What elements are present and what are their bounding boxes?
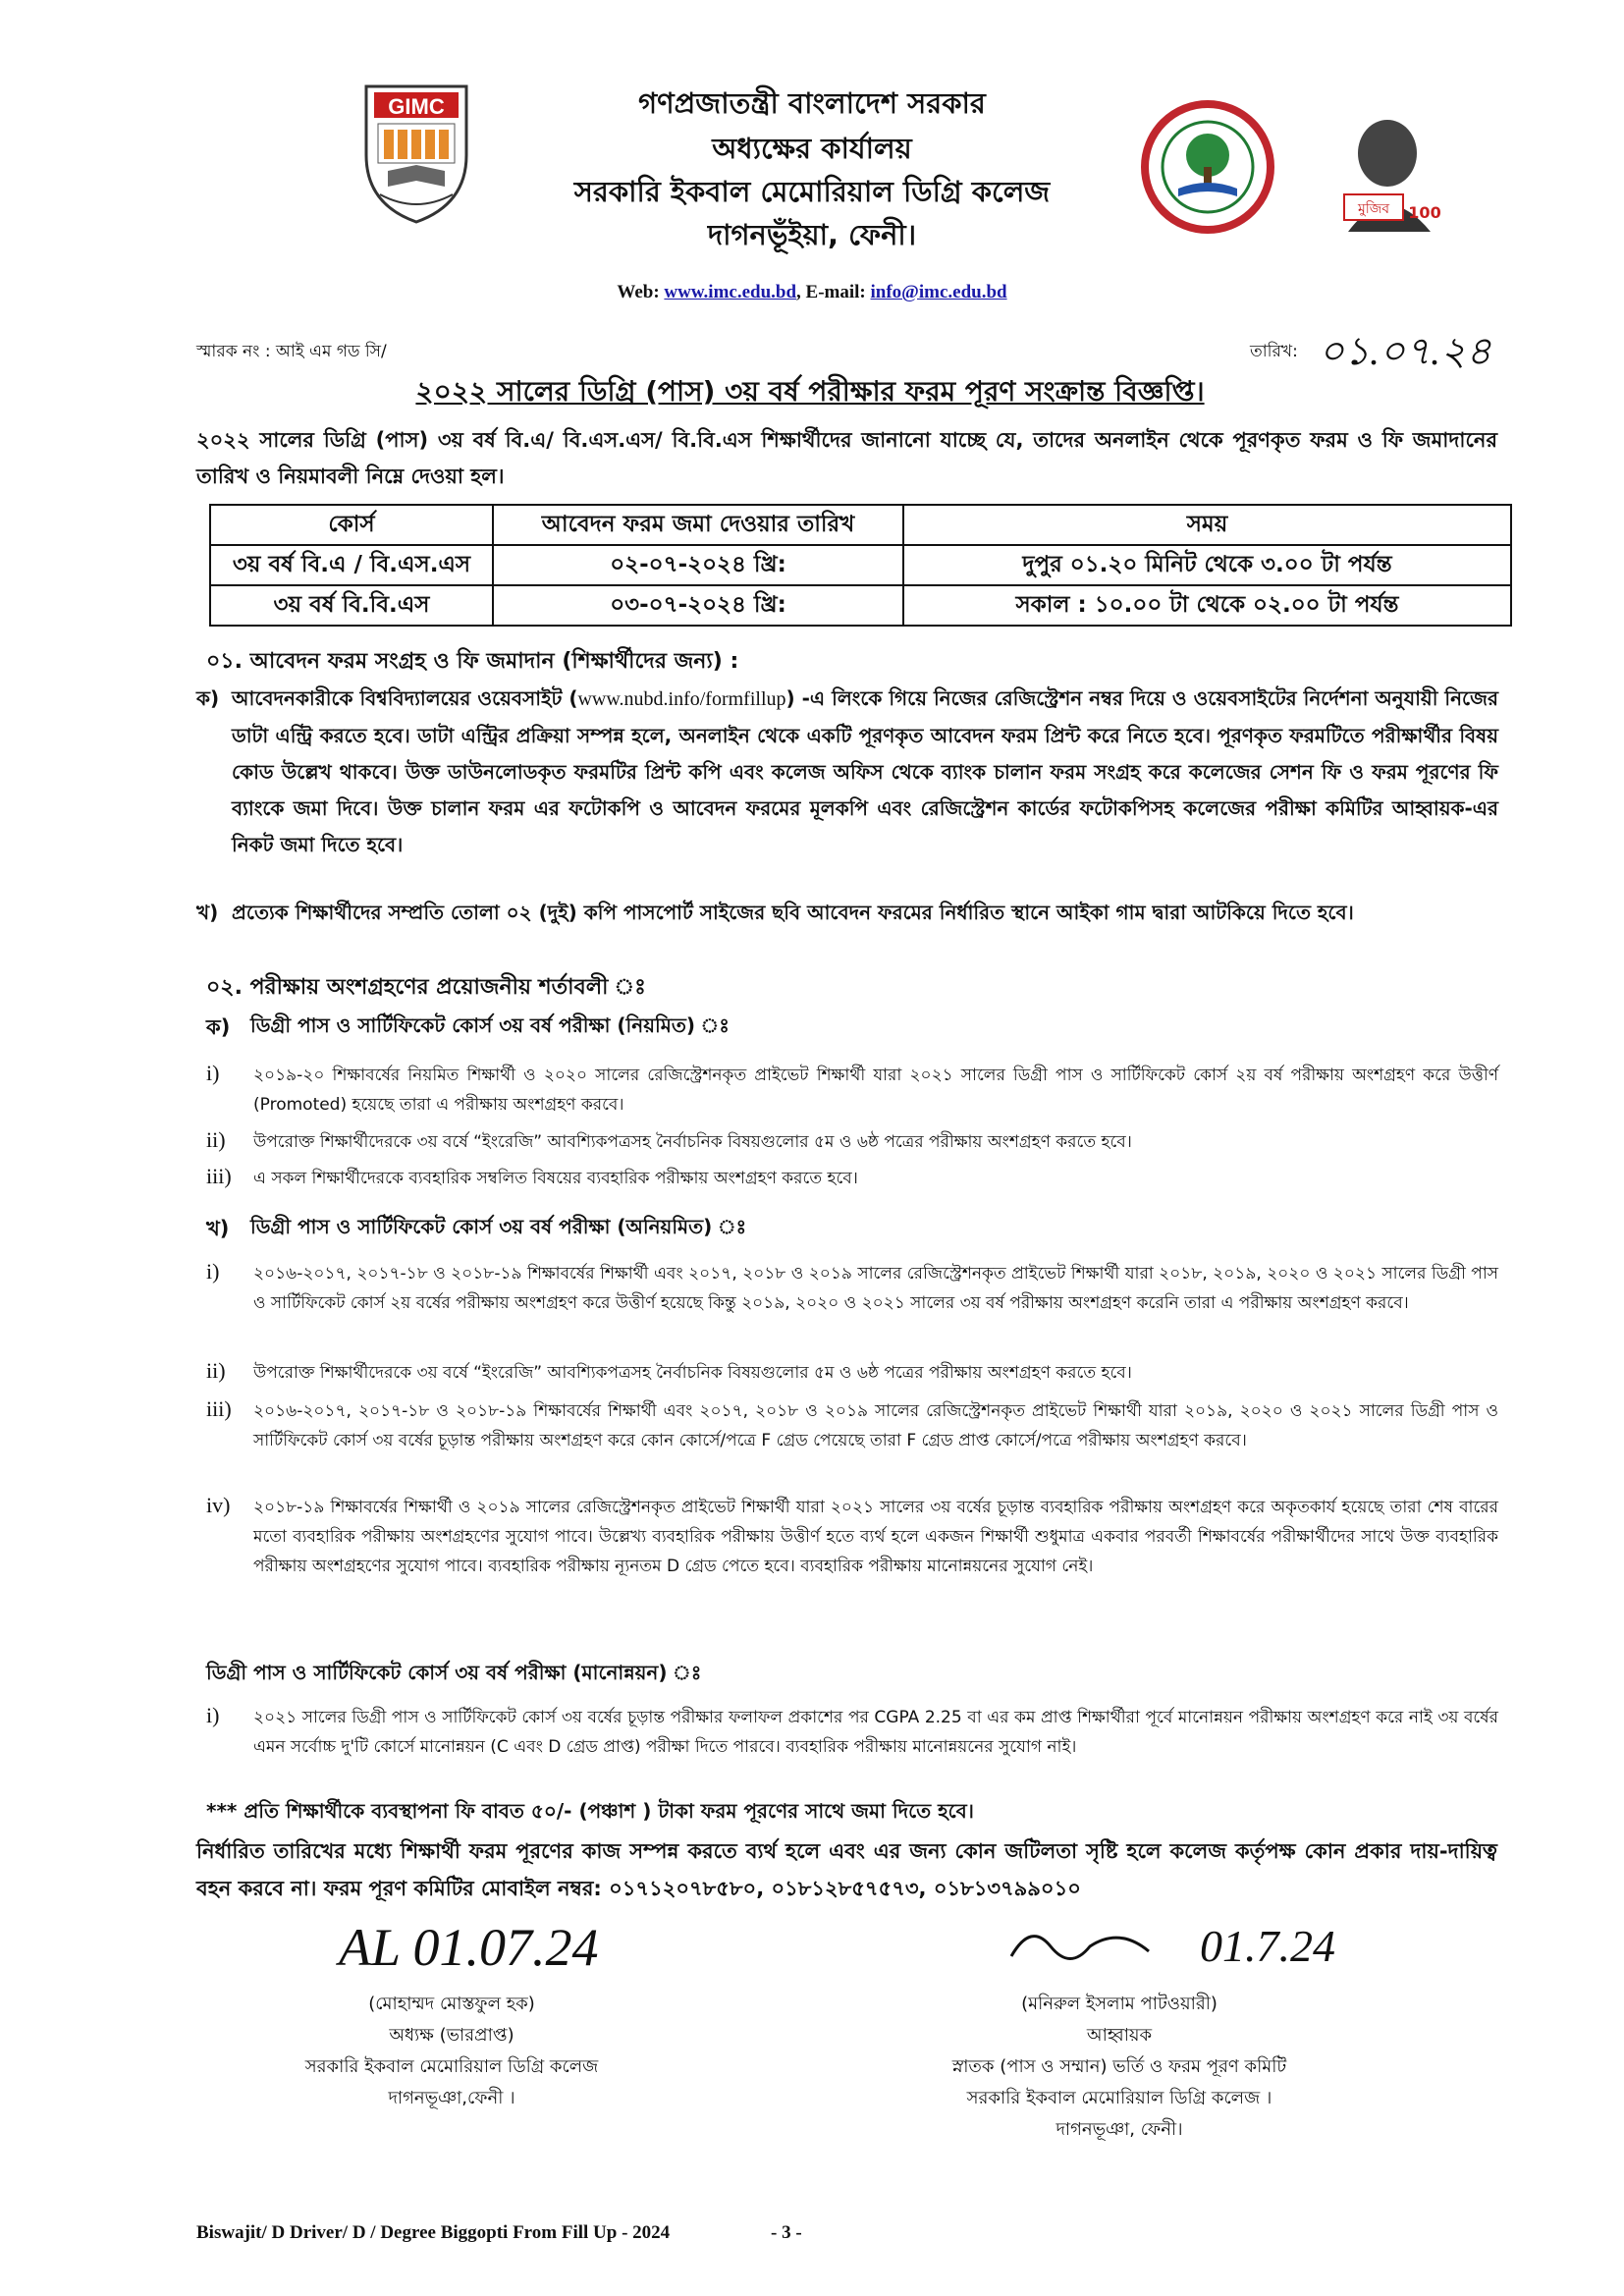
principal-name: (মোহাম্মদ মোস্তফুল হক) <box>368 1994 535 2014</box>
email-label: , E-mail: <box>796 282 866 302</box>
item-number: i) <box>206 1061 220 1085</box>
svg-text:মুজিব: মুজিব <box>1357 201 1390 217</box>
item-number: i) <box>206 1259 220 1284</box>
convener-place: দাগনভূঞা, ফেনী। <box>1056 2119 1183 2140</box>
list-item: এ সকল শিক্ষার্থীদেরকে ব্যবহারিক সম্বলিত বিষয়ের ব্যবহারিক পরীক্ষায় অংশগ্রহণ করতে হবে। <box>253 1169 858 1188</box>
list-item: উপরোক্ত শিক্ষার্থীদেরকে ৩য় বর্ষে “ইংরেজি” আবশ্যিকপত্রসহ নৈর্বাচনিক বিষয়গুলোর ৫ম ও ৬ষ্ঠ পত্রের পরীক্ষায় অংশগ্রহণ করতে হবে। <box>253 1363 1132 1383</box>
header-line-2: অধ্যক্ষের কার্যালয় <box>712 132 912 165</box>
principal-signature: AL 01.07.24 <box>339 1918 599 1977</box>
convener-signature-date: 01.7.24 <box>1200 1921 1335 1971</box>
convener-committee: স্নাতক (পাস ও সম্মান) ভর্তি ও ফরম পূরণ কমিটি <box>951 2056 1287 2077</box>
item-number: ii) <box>206 1127 226 1152</box>
table-cell: ৩য় বর্ষ বি.বি.এস <box>210 585 493 626</box>
page-number: - 3 - <box>771 2222 802 2243</box>
logo-text: GIMC <box>388 94 445 119</box>
svg-text:100: 100 <box>1408 203 1441 222</box>
item-number: i) <box>206 1703 220 1727</box>
convener-name: (মনিরুল ইসলাম পাটওয়ারী) <box>1021 1994 1218 2014</box>
contact-line <box>567 282 1057 303</box>
section2-ka-heading: ডিগ্রী পাস ও সার্টিফিকেট কোর্স ৩য় বর্ষ পরীক্ষা (নিয়মিত) ঃ <box>250 1013 730 1037</box>
section2-kha-heading: ডিগ্রী পাস ও সার্টিফিকেট কোর্স ৩য় বর্ষ পরীক্ষা (অনিয়মিত) ঃ <box>250 1215 747 1238</box>
web-label: Web: <box>617 282 660 302</box>
list-item: ২০১৮-১৯ শিক্ষাবর্ষের শিক্ষার্থী ও ২০১৯ সালের রেজিস্ট্রেশনকৃত প্রাইভেট শিক্ষার্থী যারা ২০২১ সালের ৩য় বর্ষের চূড়ান্ত ব্যবহারিক পরীক্ষায় অংশগ্রহণ করে অকৃতকার্য হয়েছে তারা শেষ বারের মতো ব্যবহারিক পরীক্ষায় অংশগ্রহণের সুযোগ পাবে। উল্লেখ্য ব্যবহারিক পরীক্ষায় উত্তীর্ণ হতে ব্যর্থ হলে একজন শিক্ষার্থী শুধুমাত্র একবার পরবর্তী শিক্ষাবর্ষের পরীক্ষার্থীদের সাথে উক্ত ব্যবহারিক পরীক্ষায় অংশগ্রহণের সুযোগ পাবে। ব্যবহারিক পরীক্ষায় ন্যূনতম D গ্রেড পেতে হবে। ব্যবহারিক পরীক্ষায় মানোন্নয়নের সুযোগ নেই। <box>253 1498 1498 1576</box>
memo-date-label: তারিখ: <box>1250 342 1298 361</box>
section1-ka-text-b: ) -এ লিংকে গিয়ে নিজের রেজিস্ট্রেশন নম্বর দিয়ে ও ওয়েবসাইটের নির্দেশনা অনুযায়ী নিজের ডাটা এন্ট্রি করতে হবে। ডাটা এন্ট্রির প্রক্রিয়া সম্পন্ন হলে, অনলাইন থেকে একটি পূরণকৃত আবেদন ফরম প্রিন্ট করে নিতে হবে। পূরণকৃত ফরমটিতে পরীক্ষার্থীর বিষয় কোড উল্লেখ থাকবে। উক্ত ডাউনলোডকৃত ফরমটির প্রিন্ট কপি এবং কলেজ অফিস থেকে ব্যাংক চালান ফরম সংগ্রহ করে কলেজের সেশন ফি ও ফরম পূরণের ফি ব্যাংকে জমা দিবে। উক্ত চালান ফরম এর ফটোকপি ও আবেদন ফরমের মূলকপি এবং রেজিস্ট্রেশন কার্ডের ফটোকপিসহ কলেজের পরীক্ষা কমিটির আহ্বায়ক-এর নিকট জমা দিতে হবে। <box>232 686 1498 856</box>
schedule-table <box>209 504 1512 627</box>
item-number: iii) <box>206 1396 232 1421</box>
table-row <box>210 545 1511 585</box>
section2-heading: ০২. পরীক্ষায় অংশগ্রহণের প্রয়োজনীয় শর্তাবলী ঃ <box>206 975 646 1000</box>
table-cell: ৩য় বর্ষ বি.এ / বি.এস.এস <box>210 545 493 585</box>
memo-ref: স্মারক নং : আই এম গড সি/ <box>196 342 387 361</box>
header-line-3: সরকারি ইকবাল মেমোরিয়াল ডিগ্রি কলেজ <box>573 175 1051 208</box>
table-header-row <box>210 505 1511 545</box>
section1-kha-marker: খ) <box>196 901 219 924</box>
convener-org: সরকারি ইকবাল মেমোরিয়াল ডিগ্রি কলেজ । <box>966 2088 1272 2108</box>
item-number: iii) <box>206 1164 232 1188</box>
header-line-4: দাগনভূঁইয়া, ফেনী। <box>707 218 917 251</box>
signature-block-right <box>884 1989 1355 2146</box>
section2-ka-marker: ক) <box>206 1015 231 1039</box>
improvement-heading: ডিগ্রী পাস ও সার্টিফিকেট কোর্স ৩য় বর্ষ পরীক্ষা (মানোন্নয়ন) ঃ <box>206 1661 702 1684</box>
final-notice: নির্ধারিত তারিখের মধ্যে শিক্ষার্থী ফরম পূরণের কাজ সম্পন্ন করতে ব্যর্থ হলে এবং এর জন্য কোন জটিলতা সৃষ্টি হলে কলেজ কর্তৃপক্ষ কোন প্রকার দায়-দায়িত্ব বহন করবে না। ফরম পূরণ কমিটির মোবাইল নম্বর: ০১৭১২০৭৮৫৮০, ০১৮১২৮৫৭৫৭৩, ০১৮১৩৭৯৯০১০ <box>196 1839 1497 1900</box>
list-item: ২০১৬-২০১৭, ২০১৭-১৮ ও ২০১৮-১৯ শিক্ষাবর্ষের শিক্ষার্থী এবং ২০১৭, ২০১৮ ও ২০১৯ সালের রেজিস্ট্রেশনকৃত প্রাইভেট শিক্ষার্থী যারা ২০১৮, ২০১৯, ২০২০ ও ২০২১ সালের ডিগ্রী পাস ও সার্টিফিকেট কোর্স ২য় বর্ষের পরীক্ষায় অংশগ্রহণ করে উত্তীর্ণ হয়েছে কিন্তু ২০১৯, ২০২০ ও ২০২১ সালের ৩য় বর্ষ পরীক্ষায় অংশগ্রহণ করেনি তারা এ পরীক্ষায় অংশগ্রহণ করবে। <box>253 1264 1498 1313</box>
email-link[interactable]: info@imc.edu.bd <box>870 282 1007 302</box>
col-header-time: সময় <box>903 505 1511 545</box>
website-link[interactable]: www.imc.edu.bd <box>664 282 797 302</box>
section1-ka-marker: ক) <box>196 686 220 710</box>
table-cell: সকাল : ১০.০০ টা থেকে ০২.০০ টা পর্যন্ত <box>903 585 1511 626</box>
formfillup-link[interactable]: www.nubd.info/formfillup <box>577 688 786 710</box>
item-number: ii) <box>206 1358 226 1383</box>
section2-kha-marker: খ) <box>206 1217 230 1240</box>
col-header-date: আবেদন ফরম জমা দেওয়ার তারিখ <box>493 505 903 545</box>
principal-place: দাগনভূঞা,ফেনী । <box>388 2088 515 2108</box>
table-row <box>210 585 1511 626</box>
table-cell: দুপুর ০১.২০ মিনিট থেকে ৩.০০ টা পর্যন্ত <box>903 545 1511 585</box>
convener-signature-scribble <box>1001 1917 1070 1966</box>
list-item: ২০১৬-২০১৭, ২০১৭-১৮ ও ২০১৮-১৯ শিক্ষাবর্ষের শিক্ষার্থী এবং ২০১৭, ২০১৮ ও ২০১৯ সালের রেজিস্ট্রেশনকৃত প্রাইভেট শিক্ষার্থী যারা ২০১৯, ২০২০ ও ২০২১ সালের ডিগ্রী পাস ও সার্টিফিকেট কোর্স ৩য় বর্ষের চূড়ান্ত পরীক্ষায় অংশগ্রহণ করে কোন কোর্সে/পত্রে F গ্রেড পেয়েছে তারা F গ্রেড প্রাপ্ত কোর্সে/পত্রে পরীক্ষায় অংশগ্রহণ করবে। <box>253 1401 1498 1450</box>
principal-org: সরকারি ইকবাল মেমোরিয়াল ডিগ্রি কলেজ <box>304 2056 599 2077</box>
memo-date-value: ০১.০৭.২৪ <box>1319 329 1491 373</box>
section1-ka-text <box>232 681 1498 863</box>
section1-kha-text: প্রত্যেক শিক্ষার্থীদের সম্প্রতি তোলা ০২ (দুই) কপি পাসপোর্ট সাইজের ছবি আবেদন ফরমের নির্ধারিত স্থানে আইকা গাম দ্বারা আটকিয়ে দিতে হবে। <box>232 901 1354 924</box>
item-number: iv) <box>206 1493 231 1517</box>
list-item: উপরোক্ত শিক্ষার্থীদেরকে ৩য় বর্ষে “ইংরেজি” আবশ্যিকপত্রসহ নৈর্বাচনিক বিষয়গুলোর ৫ম ও ৬ষ্ঠ পত্রের পরীক্ষায় অংশগ্রহণ করতে হবে। <box>253 1132 1132 1152</box>
table-cell: ০৩-০৭-২০২৪ খ্রি: <box>493 585 903 626</box>
signature-block-left <box>255 1989 648 2114</box>
footer-path: Biswajit/ D Driver/ D / Degree Biggopti From Fill Up - 2024 <box>196 2222 671 2243</box>
fee-note: *** প্রতি শিক্ষার্থীকে ব্যবস্থাপনা ফি বাবত ৫০/- (পঞ্চাশ ) টাকা ফরম পূরণের সাথে জমা দিতে হবে। <box>206 1799 974 1823</box>
list-item: ২০১৯-২০ শিক্ষাবর্ষের নিয়মিত শিক্ষার্থী ও ২০২০ সালের রেজিস্ট্রেশনকৃত প্রাইভেট শিক্ষার্থী যারা ২০২১ সালের ডিগ্রী পাস ও সার্টিফিকেট কোর্স ২য় বর্ষ পরীক্ষায় অংশগ্রহণ করে উত্তীর্ণ (Promoted) হয়েছে তারা এ পরীক্ষায় অংশগ্রহণ করবে। <box>253 1066 1498 1115</box>
table-cell: ০২-০৭-২০২৪ খ্রি: <box>493 545 903 585</box>
principal-title: অধ্যক্ষ (ভারপ্রাপ্ত) <box>389 2025 514 2046</box>
emblem-logo <box>1139 98 1276 236</box>
col-header-course: কোর্স <box>210 505 493 545</box>
section1-ka-text-a: আবেদনকারীকে বিশ্ববিদ্যালয়ের ওয়েবসাইট ( <box>232 686 578 710</box>
header-line-1: গণপ্রজাতন্ত্রী বাংলাদেশ সরকার <box>638 86 986 120</box>
list-item: ২০২১ সালের ডিগ্রী পাস ও সার্টিফিকেট কোর্স ৩য় বর্ষের চূড়ান্ত পরীক্ষার ফলাফল প্রকাশের পর CGPA 2.25 বা এর কম প্রাপ্ত শিক্ষার্থীরা পূর্বে মানোন্নয়ন পরীক্ষায় অংশগ্রহণ করে নাই ৩য় বর্ষের এমন সর্বোচ্চ দু'টি কোর্সে মানোন্নয়ন (C এবং D গ্রেড প্রাপ্ত) পরীক্ষা দিতে পারবে। ব্যবহারিক পরীক্ষায় মানোন্নয়নের সুযোগ নাই। <box>253 1708 1498 1757</box>
portrait-logo <box>1342 110 1444 232</box>
intro-paragraph: ২০২২ সালের ডিগ্রি (পাস) ৩য় বর্ষ বি.এ/ বি.এস.এস/ বি.বি.এস শিক্ষার্থীদের জানানো যাচ্ছে যে, তাদের অনলাইন থেকে পূরণকৃত ফরম ও ফি জমাদানের তারিখ ও নিয়মাবলী নিম্নে দেওয়া হল। <box>196 428 1497 488</box>
notice-title: ২০২২ সালের ডিগ্রি (পাস) ৩য় বর্ষ পরীক্ষার ফরম পূরণ সংক্রান্ত বিজ্ঞপ্তি। <box>415 375 1205 408</box>
section1-heading: ০১. আবেদন ফরম সংগ্রহ ও ফি জমাদান (শিক্ষার্থীদের জন্য) : <box>206 649 739 674</box>
convener-title: আহ্বায়ক <box>1086 2025 1153 2046</box>
